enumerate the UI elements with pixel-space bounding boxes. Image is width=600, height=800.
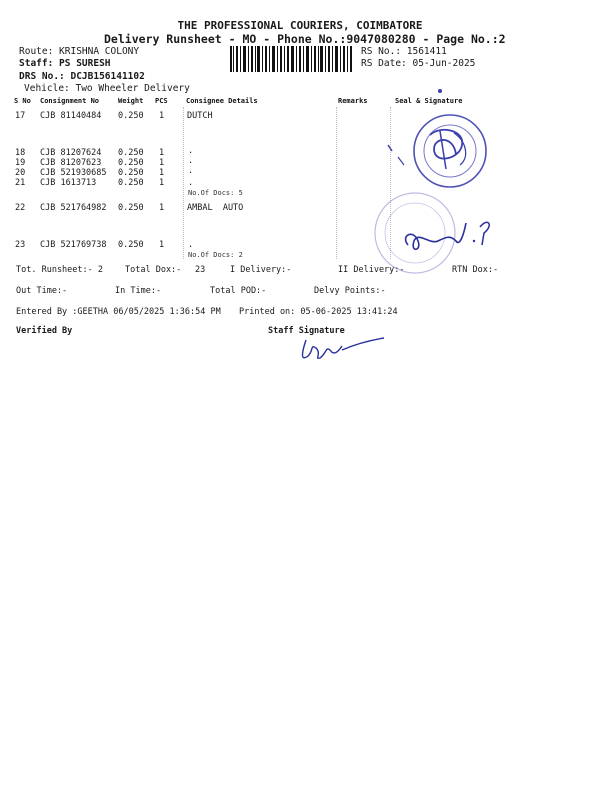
- printed-on: Printed on: 05-06-2025 13:41:24: [239, 307, 398, 317]
- staff-signature-label: Staff Signature: [268, 326, 345, 336]
- row-consignment-no: CJB 81140484: [40, 111, 102, 121]
- total-dox-label: Total Dox:-: [125, 265, 182, 275]
- row-weight: 0.250: [118, 148, 144, 158]
- seal-stamps: [370, 85, 510, 295]
- staff-label: Staff: PS SURESH: [19, 58, 111, 69]
- row-sno: 17: [15, 111, 26, 121]
- row-sno: 23: [15, 240, 26, 250]
- rs-date: RS Date: 05-Jun-2025: [361, 58, 476, 69]
- row-sno: 19: [15, 158, 26, 168]
- row-pcs: 1: [159, 203, 165, 213]
- ii-delivery: II Delivery:-: [338, 265, 405, 275]
- row-consignment-no: CJB 521764982: [40, 203, 107, 213]
- col-remarks: Remarks: [338, 97, 368, 105]
- row-pcs: 1: [159, 158, 165, 168]
- row-consignee: AMBAL AUTO: [187, 203, 244, 213]
- row-weight: 0.250: [118, 111, 144, 121]
- barcode: [230, 46, 354, 74]
- row-consignment-no: CJB 521769738: [40, 240, 107, 250]
- row-consignee: .: [188, 146, 194, 156]
- col-seal-signature: Seal & Signature: [395, 97, 463, 105]
- column-divider: [336, 107, 337, 259]
- row-sno: 22: [15, 203, 26, 213]
- row-pcs: 1: [159, 148, 165, 158]
- tot-runsheet: Tot. Runsheet:- 2: [16, 265, 103, 275]
- row-weight: 0.250: [118, 240, 144, 250]
- runsheet-subtitle: Delivery Runsheet - MO - Phone No.:9047080280 - Page No.:2: [104, 32, 506, 46]
- route-label: Route: KRISHNA COLONY: [19, 46, 140, 57]
- row-weight: 0.250: [118, 168, 144, 178]
- staff-signature-mark: [296, 334, 388, 368]
- company-title: THE PROFESSIONAL COURIERS, COIMBATORE: [177, 19, 423, 32]
- docs-count-note: No.Of Docs: 5: [188, 189, 243, 197]
- row-sno: 18: [15, 148, 26, 158]
- in-time: In Time:-: [115, 286, 162, 296]
- row-weight: 0.250: [118, 158, 144, 168]
- col-consignment: Consignment No: [40, 97, 100, 105]
- row-consignee: .: [188, 166, 194, 176]
- col-weight: Weight: [118, 97, 144, 105]
- delvy-points: Delvy Points:-: [314, 286, 386, 296]
- row-pcs: 1: [159, 178, 165, 188]
- drs-number: DRS No.: DCJB156141102: [19, 71, 145, 82]
- entered-by: Entered By :GEETHA 06/05/2025 1:36:54 PM: [16, 307, 221, 317]
- row-sno: 21: [15, 178, 26, 188]
- row-weight: 0.250: [118, 178, 144, 188]
- total-pod: Total POD:-: [210, 286, 267, 296]
- out-time: Out Time:-: [16, 286, 68, 296]
- rs-number: RS No.: 1561411: [361, 46, 447, 57]
- row-consignee: .: [188, 156, 194, 166]
- row-consignee: .: [188, 240, 194, 250]
- i-delivery: I Delivery:-: [230, 265, 292, 275]
- total-dox-value: 23: [195, 265, 206, 275]
- row-consignee: DUTCH: [187, 111, 213, 121]
- row-pcs: 1: [159, 111, 165, 121]
- rtn-dox: RTN Dox:-: [452, 265, 499, 275]
- docs-count-note: No.Of Docs: 2: [188, 251, 243, 259]
- row-weight: 0.250: [118, 203, 144, 213]
- col-pcs: PCS: [155, 97, 168, 105]
- row-consignment-no: CJB 81207624: [40, 148, 102, 158]
- row-consignee: .: [188, 178, 194, 188]
- row-pcs: 1: [159, 240, 165, 250]
- row-pcs: 1: [159, 168, 165, 178]
- row-consignment-no: CJB 1613713: [40, 178, 97, 188]
- vehicle-label: Vehicle: Two Wheeler Delivery: [24, 83, 190, 94]
- row-consignment-no: CJB 81207623: [40, 158, 102, 168]
- verified-by: Verified By: [16, 326, 73, 336]
- column-divider: [183, 107, 184, 259]
- col-sno: S No: [14, 97, 31, 105]
- row-sno: 20: [15, 168, 26, 178]
- col-consignee: Consignee Details: [186, 97, 258, 105]
- row-consignment-no: CJB 521930685: [40, 168, 107, 178]
